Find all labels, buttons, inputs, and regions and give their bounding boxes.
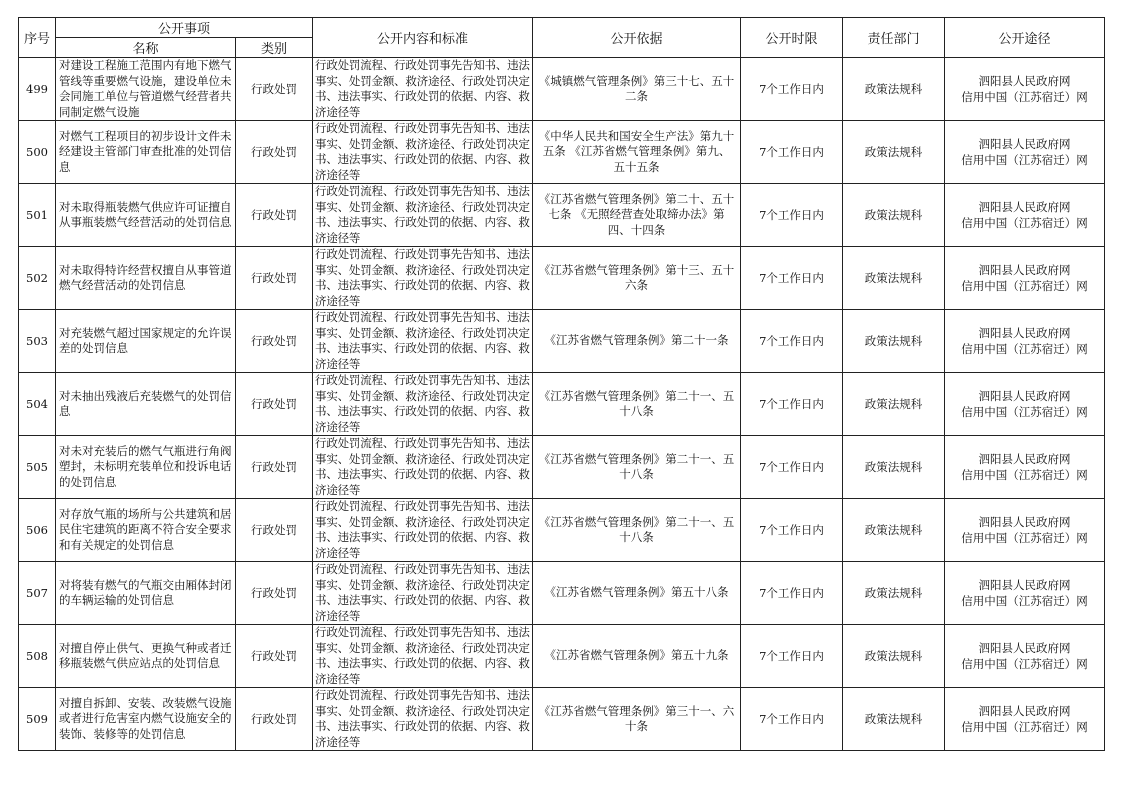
- content-text: 行政处罚流程、行政处罚事先告知书、违法事实、处罚金额、救济途径、行政处罚决定书、违法事实、行政处罚的依据、内容、救济途径等: [315, 58, 530, 119]
- basis-text: 《城镇燃气管理条例》第三十七、五十二条: [538, 73, 735, 103]
- cell-category: [236, 562, 313, 625]
- cell-name: [56, 373, 236, 436]
- basis-text: 《江苏省燃气管理条例》第五十八条: [544, 585, 729, 600]
- seq-text: 503: [26, 334, 48, 348]
- header-name: 名称: [56, 38, 236, 58]
- header-time-limit: 公开时限: [741, 18, 843, 58]
- cell-name: [56, 184, 236, 247]
- header-basis: 公开依据: [533, 18, 741, 58]
- cell-channel: [945, 184, 1105, 247]
- content-text: 行政处罚流程、行政处罚事先告知书、违法事实、处罚金额、救济途径、行政处罚决定书、违法事实、行政处罚的依据、内容、救济途径等: [315, 121, 530, 182]
- channel-gov-site: 泗阳县人民政府网: [978, 74, 1071, 88]
- basis-text: 《中华人民共和国安全生产法》第九十五条 《江苏省燃气管理条例》第九、五十五条: [538, 128, 735, 174]
- channel-credit-site: 信用中国（江苏宿迁）网: [961, 342, 1088, 356]
- table-row: [19, 310, 1105, 373]
- seq-text: 506: [26, 523, 48, 537]
- basis-text: 《江苏省燃气管理条例》第二十一、五十八条: [538, 514, 735, 544]
- department-text: 政策法规科: [864, 397, 923, 411]
- content-text: 行政处罚流程、行政处罚事先告知书、违法事实、处罚金额、救济途径、行政处罚决定书、违法事实、行政处罚的依据、内容、救济途径等: [315, 184, 530, 245]
- table-row: [19, 373, 1105, 436]
- cell-seq: [19, 499, 56, 562]
- content-text: 行政处罚流程、行政处罚事先告知书、违法事实、处罚金额、救济途径、行政处罚决定书、违法事实、行政处罚的依据、内容、救济途径等: [315, 310, 530, 371]
- name-text: 对未对充装后的燃气气瓶进行角阀塑封，未标明充装单位和投诉电话的处罚信息: [59, 443, 232, 489]
- cell-time-limit: [741, 247, 843, 310]
- cell-time-limit: [741, 688, 843, 751]
- channel-credit-site: 信用中国（江苏宿迁）网: [961, 153, 1088, 167]
- time-limit-text: 7个工作日内: [759, 397, 824, 411]
- cell-department: [843, 436, 945, 499]
- cell-basis: [533, 247, 741, 310]
- channel-credit-site: 信用中国（江苏宿迁）网: [961, 405, 1088, 419]
- cell-content: [313, 58, 533, 121]
- cell-name: [56, 121, 236, 184]
- table-row: [19, 688, 1105, 751]
- cell-category: [236, 625, 313, 688]
- seq-text: 504: [26, 397, 48, 411]
- cell-channel: [945, 310, 1105, 373]
- seq-text: 502: [26, 271, 48, 285]
- department-text: 政策法规科: [864, 523, 923, 537]
- cell-channel: [945, 688, 1105, 751]
- cell-time-limit: [741, 184, 843, 247]
- category-text: 行政处罚: [251, 460, 297, 474]
- disclosure-table: [18, 17, 1105, 751]
- cell-name: [56, 310, 236, 373]
- basis-text: 《江苏省燃气管理条例》第五十九条: [544, 648, 729, 663]
- cell-channel: [945, 499, 1105, 562]
- cell-name: [56, 436, 236, 499]
- cell-department: [843, 310, 945, 373]
- cell-category: [236, 310, 313, 373]
- header-item-group: 公开事项: [56, 18, 313, 38]
- header-department: 责任部门: [843, 18, 945, 58]
- header-category: 类别: [236, 38, 313, 58]
- name-text: 对存放气瓶的场所与公共建筑和居民住宅建筑的距离不符合安全要求和有关规定的处罚信息: [59, 506, 232, 552]
- cell-category: [236, 373, 313, 436]
- category-text: 行政处罚: [251, 145, 297, 159]
- table-row: [19, 58, 1105, 121]
- content-text: 行政处罚流程、行政处罚事先告知书、违法事实、处罚金额、救济途径、行政处罚决定书、违法事实、行政处罚的依据、内容、救济途径等: [315, 562, 530, 623]
- cell-content: [313, 499, 533, 562]
- basis-text: 《江苏省燃气管理条例》第二十一条: [544, 333, 729, 348]
- header-row-1: [19, 18, 1105, 38]
- channel-gov-site: 泗阳县人民政府网: [978, 200, 1071, 214]
- cell-seq: [19, 688, 56, 751]
- cell-seq: [19, 562, 56, 625]
- channel-credit-site: 信用中国（江苏宿迁）网: [961, 531, 1088, 545]
- department-text: 政策法规科: [864, 271, 923, 285]
- table-body: [19, 58, 1105, 751]
- cell-time-limit: [741, 58, 843, 121]
- header-channel: 公开途径: [945, 18, 1105, 58]
- cell-category: [236, 247, 313, 310]
- cell-basis: [533, 625, 741, 688]
- content-text: 行政处罚流程、行政处罚事先告知书、违法事实、处罚金额、救济途径、行政处罚决定书、违法事实、行政处罚的依据、内容、救济途径等: [315, 625, 530, 686]
- cell-basis: [533, 436, 741, 499]
- cell-basis: [533, 499, 741, 562]
- channel-gov-site: 泗阳县人民政府网: [978, 263, 1071, 277]
- seq-text: 499: [26, 82, 48, 96]
- table-row: [19, 499, 1105, 562]
- channel-gov-site: 泗阳县人民政府网: [978, 578, 1071, 592]
- basis-text: 《江苏省燃气管理条例》第十三、五十六条: [538, 262, 735, 292]
- header-content: 公开内容和标准: [313, 18, 533, 58]
- cell-seq: [19, 247, 56, 310]
- basis-text: 《江苏省燃气管理条例》第二十一、五十八条: [538, 451, 735, 481]
- cell-time-limit: [741, 121, 843, 184]
- channel-credit-site: 信用中国（江苏宿迁）网: [961, 594, 1088, 608]
- time-limit-text: 7个工作日内: [759, 586, 824, 600]
- cell-name: [56, 58, 236, 121]
- table-row: [19, 436, 1105, 499]
- time-limit-text: 7个工作日内: [759, 649, 824, 663]
- seq-text: 508: [26, 649, 48, 663]
- cell-department: [843, 625, 945, 688]
- cell-content: [313, 436, 533, 499]
- department-text: 政策法规科: [864, 712, 923, 726]
- name-text: 对建设工程施工范围内有地下燃气管线等重要燃气设施，建设单位未会同施工单位与管道燃气经营者共同制定燃气设施: [59, 58, 232, 119]
- cell-basis: [533, 310, 741, 373]
- channel-credit-site: 信用中国（江苏宿迁）网: [961, 279, 1088, 293]
- channel-credit-site: 信用中国（江苏宿迁）网: [961, 657, 1088, 671]
- cell-seq: [19, 121, 56, 184]
- cell-seq: [19, 373, 56, 436]
- cell-category: [236, 121, 313, 184]
- cell-time-limit: [741, 373, 843, 436]
- cell-seq: [19, 58, 56, 121]
- cell-category: [236, 58, 313, 121]
- name-text: 对未取得瓶装燃气供应许可证擅自从事瓶装燃气经营活动的处罚信息: [59, 199, 232, 229]
- cell-time-limit: [741, 499, 843, 562]
- cell-name: [56, 562, 236, 625]
- category-text: 行政处罚: [251, 334, 297, 348]
- cell-department: [843, 247, 945, 310]
- cell-time-limit: [741, 562, 843, 625]
- cell-seq: [19, 436, 56, 499]
- channel-gov-site: 泗阳县人民政府网: [978, 326, 1071, 340]
- cell-basis: [533, 562, 741, 625]
- content-text: 行政处罚流程、行政处罚事先告知书、违法事实、处罚金额、救济途径、行政处罚决定书、违法事实、行政处罚的依据、内容、救济途径等: [315, 436, 530, 497]
- cell-content: [313, 184, 533, 247]
- name-text: 对未抽出残液后充装燃气的处罚信息: [59, 388, 232, 418]
- disclosure-sheet: [18, 17, 1105, 751]
- cell-department: [843, 499, 945, 562]
- cell-basis: [533, 184, 741, 247]
- cell-time-limit: [741, 310, 843, 373]
- channel-gov-site: 泗阳县人民政府网: [978, 452, 1071, 466]
- seq-text: 500: [26, 145, 48, 159]
- cell-name: [56, 499, 236, 562]
- channel-gov-site: 泗阳县人民政府网: [978, 704, 1071, 718]
- category-text: 行政处罚: [251, 586, 297, 600]
- content-text: 行政处罚流程、行政处罚事先告知书、违法事实、处罚金额、救济途径、行政处罚决定书、违法事实、行政处罚的依据、内容、救济途径等: [315, 247, 530, 308]
- category-text: 行政处罚: [251, 208, 297, 222]
- channel-gov-site: 泗阳县人民政府网: [978, 137, 1071, 151]
- cell-name: [56, 688, 236, 751]
- department-text: 政策法规科: [864, 586, 923, 600]
- cell-content: [313, 373, 533, 436]
- cell-channel: [945, 436, 1105, 499]
- channel-gov-site: 泗阳县人民政府网: [978, 641, 1071, 655]
- time-limit-text: 7个工作日内: [759, 145, 824, 159]
- cell-channel: [945, 247, 1105, 310]
- cell-department: [843, 121, 945, 184]
- name-text: 对燃气工程项目的初步设计文件未经建设主管部门审查批准的处罚信息: [59, 128, 232, 174]
- department-text: 政策法规科: [864, 145, 923, 159]
- cell-basis: [533, 373, 741, 436]
- seq-text: 507: [26, 586, 48, 600]
- department-text: 政策法规科: [864, 208, 923, 222]
- cell-channel: [945, 373, 1105, 436]
- category-text: 行政处罚: [251, 523, 297, 537]
- cell-content: [313, 688, 533, 751]
- cell-department: [843, 373, 945, 436]
- department-text: 政策法规科: [864, 82, 923, 96]
- channel-credit-site: 信用中国（江苏宿迁）网: [961, 468, 1088, 482]
- basis-text: 《江苏省燃气管理条例》第二十一、五十八条: [538, 388, 735, 418]
- time-limit-text: 7个工作日内: [759, 208, 824, 222]
- table-row: [19, 184, 1105, 247]
- cell-channel: [945, 121, 1105, 184]
- time-limit-text: 7个工作日内: [759, 334, 824, 348]
- table-row: [19, 562, 1105, 625]
- cell-content: [313, 121, 533, 184]
- category-text: 行政处罚: [251, 82, 297, 96]
- name-text: 对将装有燃气的气瓶交由厢体封闭的车辆运输的处罚信息: [59, 577, 232, 607]
- name-text: 对充装燃气超过国家规定的允许误差的处罚信息: [59, 325, 232, 355]
- table-row: [19, 625, 1105, 688]
- cell-seq: [19, 625, 56, 688]
- channel-credit-site: 信用中国（江苏宿迁）网: [961, 720, 1088, 734]
- cell-content: [313, 562, 533, 625]
- content-text: 行政处罚流程、行政处罚事先告知书、违法事实、处罚金额、救济途径、行政处罚决定书、违法事实、行政处罚的依据、内容、救济途径等: [315, 688, 530, 749]
- cell-seq: [19, 310, 56, 373]
- department-text: 政策法规科: [864, 460, 923, 474]
- cell-basis: [533, 688, 741, 751]
- cell-basis: [533, 121, 741, 184]
- cell-department: [843, 688, 945, 751]
- department-text: 政策法规科: [864, 334, 923, 348]
- category-text: 行政处罚: [251, 649, 297, 663]
- time-limit-text: 7个工作日内: [759, 712, 824, 726]
- header-seq: 序号: [19, 18, 56, 58]
- cell-seq: [19, 184, 56, 247]
- cell-department: [843, 58, 945, 121]
- name-text: 对擅自停止供气、更换气种或者迁移瓶装燃气供应站点的处罚信息: [59, 640, 232, 670]
- seq-text: 505: [26, 460, 48, 474]
- cell-time-limit: [741, 436, 843, 499]
- cell-name: [56, 625, 236, 688]
- cell-channel: [945, 625, 1105, 688]
- cell-content: [313, 247, 533, 310]
- cell-department: [843, 184, 945, 247]
- cell-category: [236, 688, 313, 751]
- content-text: 行政处罚流程、行政处罚事先告知书、违法事实、处罚金额、救济途径、行政处罚决定书、违法事实、行政处罚的依据、内容、救济途径等: [315, 499, 530, 560]
- cell-content: [313, 625, 533, 688]
- time-limit-text: 7个工作日内: [759, 271, 824, 285]
- channel-credit-site: 信用中国（江苏宿迁）网: [961, 90, 1088, 104]
- seq-text: 509: [26, 712, 48, 726]
- department-text: 政策法规科: [864, 649, 923, 663]
- channel-gov-site: 泗阳县人民政府网: [978, 515, 1071, 529]
- channel-credit-site: 信用中国（江苏宿迁）网: [961, 216, 1088, 230]
- category-text: 行政处罚: [251, 397, 297, 411]
- category-text: 行政处罚: [251, 271, 297, 285]
- basis-text: 《江苏省燃气管理条例》第三十一、六十条: [538, 703, 735, 733]
- time-limit-text: 7个工作日内: [759, 523, 824, 537]
- category-text: 行政处罚: [251, 712, 297, 726]
- cell-category: [236, 184, 313, 247]
- cell-department: [843, 562, 945, 625]
- time-limit-text: 7个工作日内: [759, 460, 824, 474]
- seq-text: 501: [26, 208, 48, 222]
- cell-time-limit: [741, 625, 843, 688]
- table-row: [19, 247, 1105, 310]
- time-limit-text: 7个工作日内: [759, 82, 824, 96]
- name-text: 对擅自拆卸、安装、改装燃气设施或者进行危害室内燃气设施安全的装饰、装修等的处罚信息: [59, 695, 232, 741]
- cell-content: [313, 310, 533, 373]
- basis-text: 《江苏省燃气管理条例》第二十、五十七条 《无照经营查处取缔办法》第四、十四条: [538, 191, 735, 237]
- cell-category: [236, 436, 313, 499]
- cell-channel: [945, 562, 1105, 625]
- cell-name: [56, 247, 236, 310]
- table-row: [19, 121, 1105, 184]
- name-text: 对未取得特许经营权擅自从事管道燃气经营活动的处罚信息: [59, 262, 232, 292]
- cell-category: [236, 499, 313, 562]
- cell-basis: [533, 58, 741, 121]
- content-text: 行政处罚流程、行政处罚事先告知书、违法事实、处罚金额、救济途径、行政处罚决定书、违法事实、行政处罚的依据、内容、救济途径等: [315, 373, 530, 434]
- channel-gov-site: 泗阳县人民政府网: [978, 389, 1071, 403]
- cell-channel: [945, 58, 1105, 121]
